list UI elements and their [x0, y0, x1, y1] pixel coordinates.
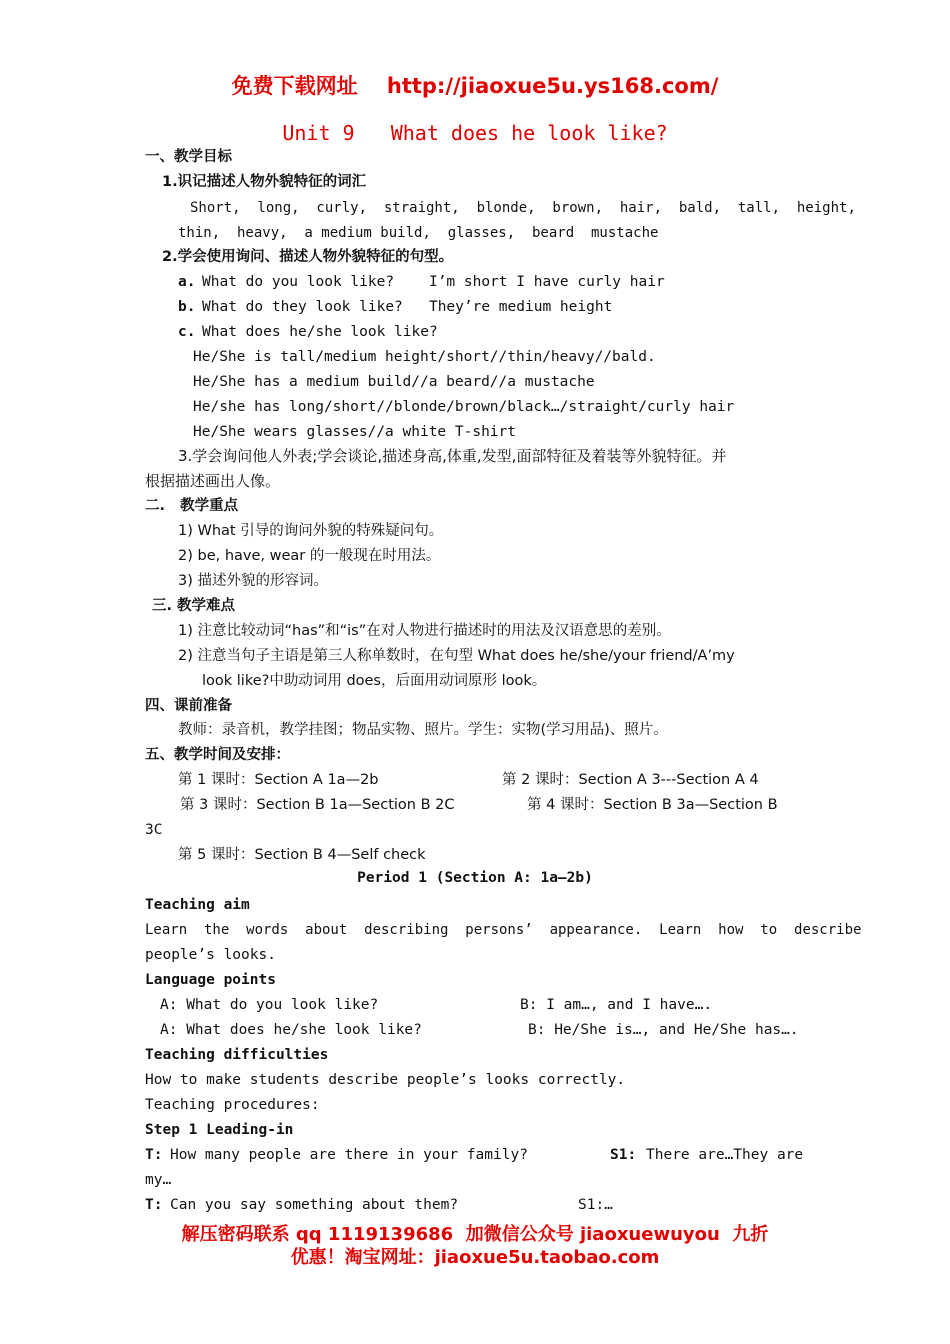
footer-line-1: 解压密码联系 qq 1119139686 加微信公众号 jiaoxuewuyou 九折 [181, 1224, 769, 1245]
pattern-c-line-1: He/She is tall/medium height/short//thin/heavy//bald. [193, 349, 656, 365]
teacher-question-1: How many people are there in your family? [170, 1147, 528, 1163]
student-answer-2: S1:… [578, 1197, 613, 1213]
language-point-2-b: B: He/She is…, and He/She has…. [528, 1022, 799, 1038]
key-point-2: 2) be, have, wear 的一般现在时用法。 [178, 548, 441, 564]
vocab-line-2: thin, heavy, a medium build, glasses, beard mustache [178, 225, 659, 241]
pattern-c-line-3: He/she has long/short//blonde/brown/black…/straight/curly hair [193, 399, 735, 415]
section1-item1-heading: 1.识记描述人物外貌特征的词汇 [162, 174, 367, 190]
pattern-c-text: What does he/she look like? [202, 324, 438, 340]
section1-item2-heading: 2.学会使用询问、描述人物外貌特征的句型。 [162, 249, 454, 265]
section1-item3-line-1: 3.学会询问他人外表;学会谈论,描述身高,体重,发型,面部特征及着装等外貌特征。并 [178, 447, 727, 465]
language-point-2-a: A: What does he/she look like? [160, 1022, 422, 1038]
lesson-5: 第 5 课时：Section B 4—Self check [178, 847, 426, 863]
vocab-line-1: Short, long, curly, straight, blonde, brown, hair, bald, tall, height, [190, 200, 856, 216]
section1-heading: 一、教学目标 [145, 149, 232, 165]
language-point-1-a: A: What do you look like? [160, 997, 379, 1013]
lesson-3: 第 3 课时：Section B 1a—Section B 2C [180, 797, 455, 813]
teacher-label-1: T: [145, 1147, 163, 1163]
pattern-c-line-2: He/She has a medium build//a beard//a mustache [193, 374, 595, 390]
student-answer-1-continued: my… [145, 1172, 172, 1188]
lesson-1: 第 1 课时：Section A 1a—2b [178, 772, 379, 788]
lesson-4: 第 4 课时：Section B 3a—Section B [527, 797, 778, 813]
teaching-aim-label: Teaching aim [145, 897, 250, 913]
pattern-b-text: What do they look like? They’re medium height [202, 299, 613, 315]
teacher-label-2: T: [145, 1197, 163, 1213]
section1-item3-line-2: 根据描述画出人像。 [145, 472, 281, 490]
key-point-3: 3) 描述外貌的形容词。 [178, 573, 328, 589]
procedures-label: Teaching procedures: [145, 1097, 320, 1113]
section2-heading: 二. 教学重点 [145, 498, 239, 514]
step1-label: Step 1 Leading-in [145, 1122, 294, 1138]
teacher-question-2: Can you say something about them? [170, 1197, 459, 1213]
language-point-1-b: B: I am…, and I have…. [520, 997, 713, 1013]
difficulties-text: How to make students describe people’s looks correctly. [145, 1072, 626, 1088]
section3-heading: 三. 教学难点 [152, 598, 236, 614]
preparation-text: 教师：录音机，教学挂图；物品实物、照片。学生：实物(学习用品)、照片。 [178, 722, 668, 738]
difficulty-point-2-line-2: look like?中助动词用 does，后面用动词原形 look。 [202, 673, 547, 689]
pattern-c-label: c. [178, 324, 196, 340]
lesson-4-continued: 3C [145, 822, 163, 838]
section4-heading: 四、课前准备 [145, 698, 232, 714]
difficulty-point-2-line-1: 2) 注意当句子主语是第三人称单数时，在句型 What does he/she/your friend/A’my [178, 648, 735, 664]
footer-line-2: 优惠！淘宝网址：jiaoxue5u.taobao.com [290, 1247, 660, 1268]
difficulties-label: Teaching difficulties [145, 1047, 329, 1063]
student-label-1: S1: [610, 1147, 637, 1163]
pattern-a-label: a. [178, 274, 196, 290]
unit-title: Unit 9 What does he look like? [282, 121, 668, 145]
download-url-link[interactable]: http://jiaoxue5u.ys168.com/ [386, 74, 719, 98]
download-header [0, 70, 950, 100]
pattern-a-text: What do you look like? I’m short I have curly hair [202, 274, 665, 290]
lesson-2: 第 2 课时：Section A 3---Section A 4 [502, 772, 759, 788]
period-title: Period 1 (Section A: 1a—2b) [357, 870, 593, 886]
language-points-label: Language points [145, 972, 276, 988]
pattern-b-label: b. [178, 299, 196, 315]
teaching-aim-line-2: people’s looks. [145, 947, 276, 963]
difficulty-point-1: 1) 注意比较动词“has”和“is”在对人物进行描述时的用法及汉语意思的差别。 [178, 623, 671, 639]
section5-heading: 五、教学时间及安排： [145, 747, 290, 763]
download-label: 免费下载网址 [231, 74, 358, 98]
student-answer-1: There are…They are [646, 1147, 804, 1163]
teaching-aim-line-1: Learn the words about describing persons’ appearance. Learn how to describe [145, 922, 862, 938]
pattern-c-line-4: He/She wears glasses//a white T-shirt [193, 424, 517, 440]
key-point-1: 1) What 引导的询问外貌的特殊疑问句。 [178, 523, 444, 539]
